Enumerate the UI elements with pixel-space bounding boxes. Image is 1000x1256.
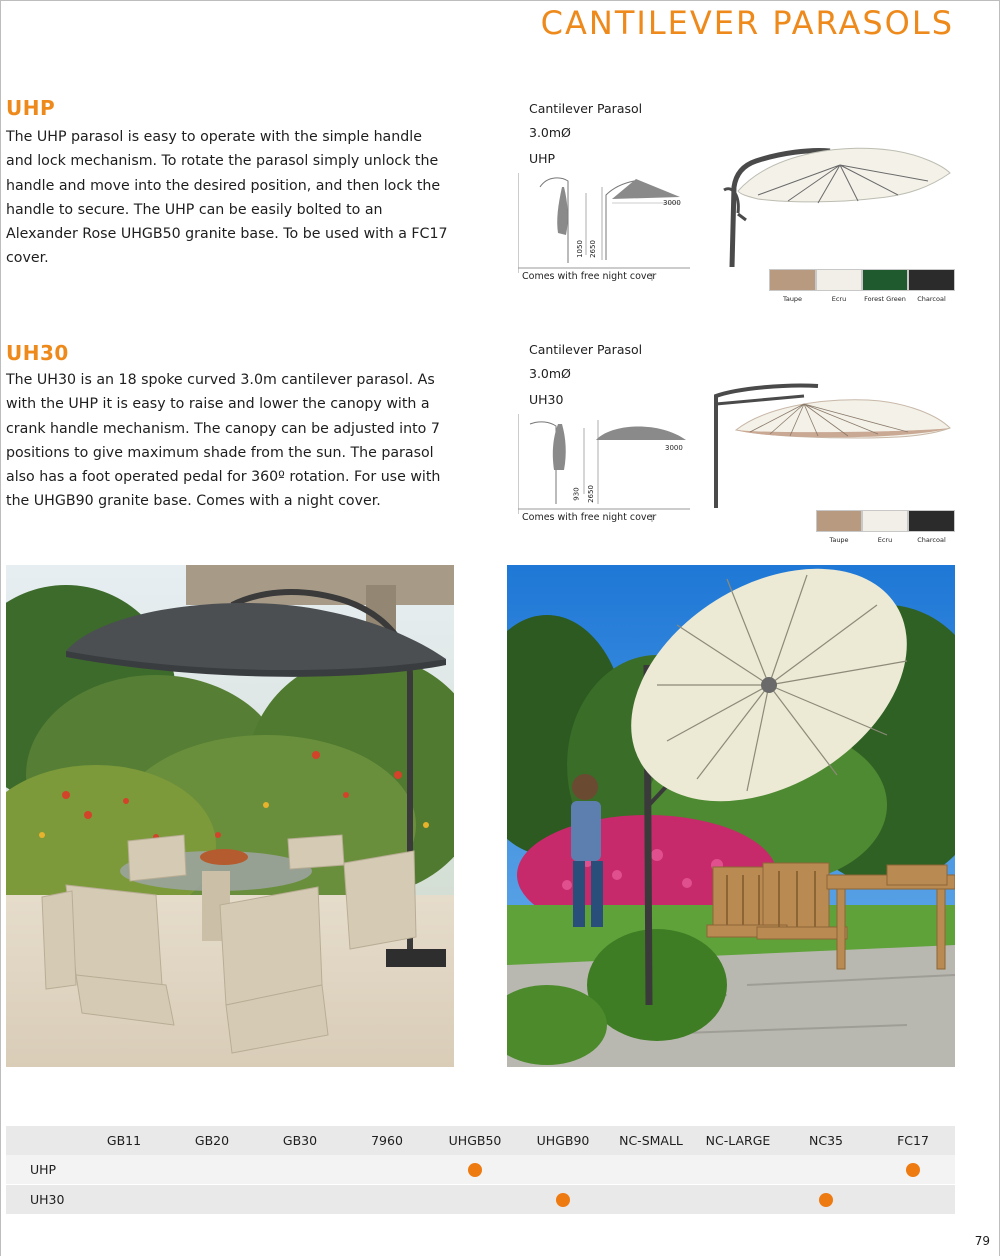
col-7960: 7960: [371, 1133, 403, 1148]
uh30-model: UH30: [529, 392, 564, 407]
col-uhgb50: UHGB50: [448, 1133, 502, 1148]
uhp-size: 3.0mØ: [529, 125, 571, 140]
uhp-product-type: Cantilever Parasol: [529, 101, 643, 116]
uhp-spec-card: [518, 95, 955, 303]
page-number: 79: [974, 1234, 990, 1248]
uh30-dim-closed: 930: [572, 487, 581, 501]
uhp-night-cover-note: Comes with free night cover: [522, 271, 657, 282]
col-uhgb90: UHGB90: [536, 1133, 590, 1148]
uh30-spec-card: [518, 336, 955, 544]
row-label-uhp: UHP: [30, 1162, 57, 1177]
uhp-dim-closed: 1050: [575, 240, 584, 258]
compatibility-row-uhp: [6, 1155, 955, 1184]
uhp-scene-image: [6, 565, 454, 1067]
compatibility-row-uh30: [6, 1185, 955, 1214]
swatch-charcoal: Charcoal: [908, 269, 955, 291]
swatch-taupe: Taupe: [816, 510, 862, 532]
col-fc17: FC17: [897, 1133, 929, 1148]
compatibility-header-row: [6, 1126, 955, 1155]
uhp-heading: UHP: [6, 96, 56, 120]
swatch-charcoal: Charcoal: [908, 510, 955, 532]
uhp-model: UHP: [529, 151, 556, 166]
uh30-size: 3.0mØ: [529, 366, 571, 381]
compatibility-table: [6, 1126, 955, 1214]
uhp-dim-height: 2650: [588, 240, 597, 258]
row-label-uh30: UH30: [30, 1192, 65, 1207]
uh30-product-type: Cantilever Parasol: [529, 342, 643, 357]
col-nc-large: NC-LARGE: [705, 1133, 771, 1148]
uh30-scene-image: [507, 565, 955, 1067]
uh30-night-cover-note: Comes with free night cover: [522, 512, 657, 523]
uh30-dim-width: 3000: [665, 444, 683, 452]
uh30-lifestyle-photo: [507, 565, 955, 1067]
compatible-dot-uh30-nc35: [819, 1193, 833, 1207]
uh30-heading: UH30: [6, 341, 69, 365]
col-gb11: GB11: [106, 1133, 142, 1148]
uhp-dim-width: 3000: [663, 199, 681, 207]
page-title: CANTILEVER PARASOLS: [540, 4, 954, 42]
swatch-ecru: Ecru: [862, 510, 908, 532]
uhp-dimension-diagram: [518, 95, 955, 295]
swatch-ecru: Ecru: [816, 269, 862, 291]
col-gb20: GB20: [194, 1133, 230, 1148]
compatible-dot-uhp-uhgb50: [468, 1163, 482, 1177]
uhp-description: The UHP parasol is easy to operate with the simple handle and lock mechanism. To rotate the parasol simply unlock the handle and move into the desired position, and then lock the handle to secure. The UHP can be easily bolted to an Alexander Rose UHGB50 granite base. To be used with a FC17 cover.: [6, 129, 448, 267]
compatible-dot-uhp-fc17: [906, 1163, 920, 1177]
uhp-lifestyle-photo: [6, 565, 454, 1067]
uh30-dim-height: 2650: [586, 485, 595, 503]
col-nc35: NC35: [809, 1133, 843, 1148]
swatch-forest-green: Forest Green: [862, 269, 908, 291]
col-nc-small: NC-SMALL: [619, 1133, 683, 1148]
swatch-taupe: Taupe: [769, 269, 816, 291]
col-gb30: GB30: [282, 1133, 318, 1148]
uh30-dimension-diagram: [518, 336, 955, 536]
uh30-description: The UH30 is an 18 spoke curved 3.0m cantilever parasol. As with the UHP it is easy to raise and lower the canopy with a crank handle mechanism. The canopy can be adjusted into 7 positions to give maximum shade from the sun. The parasol also has a foot operated pedal for 360º rotation. For use with the UHGB90 granite base. Comes with a night cover.: [6, 372, 441, 510]
compatible-dot-uh30-uhgb90: [556, 1193, 570, 1207]
